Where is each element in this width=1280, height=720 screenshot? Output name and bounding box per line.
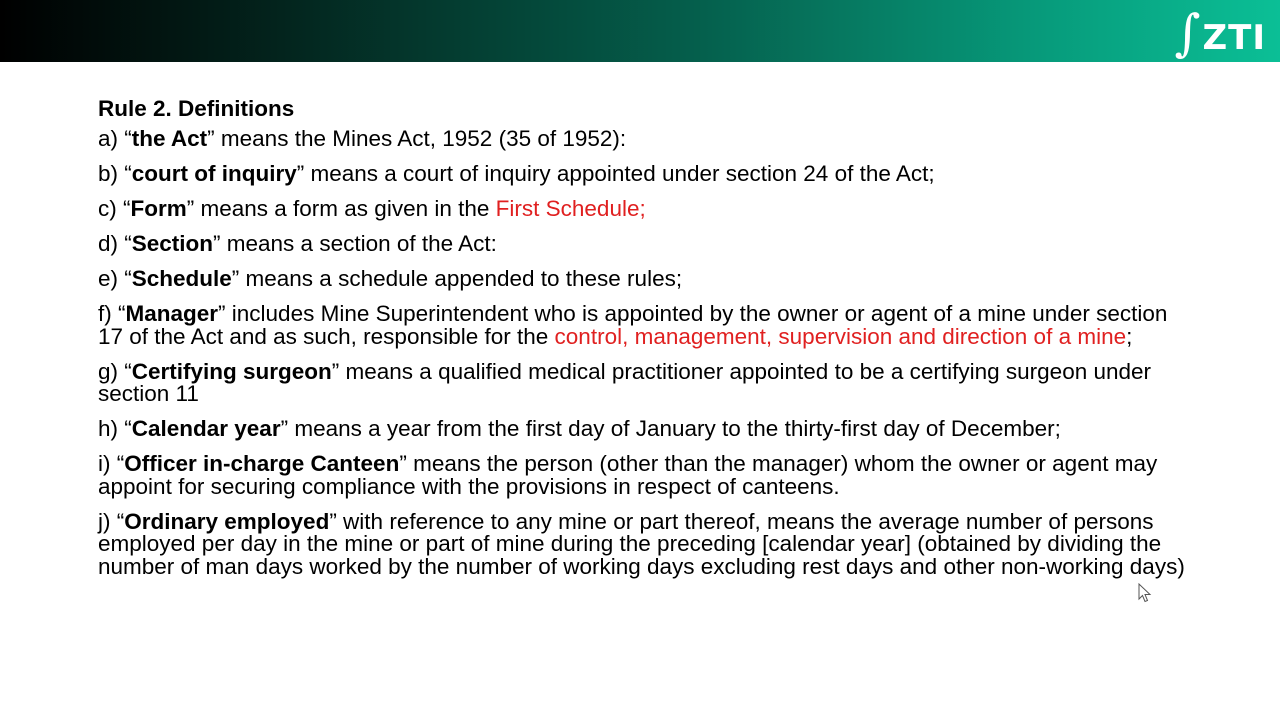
definition-item-b [98,163,1188,186]
definition-text: ” means a schedule appended to these rules; [231,266,683,291]
definition-prefix: b) “ [98,161,132,186]
definition-prefix: c) “ [98,196,131,221]
slide-title: Rule 2. Definitions [98,96,295,121]
definition-term: the Act [131,126,208,151]
definition-item-a [98,128,1188,151]
definition-term: Calendar year [131,416,281,441]
definition-prefix: h) “ [98,416,132,441]
definition-prefix: i) “ [98,451,125,476]
definition-item-h [98,418,1188,441]
definition-prefix: a) “ [98,126,132,151]
definition-text: ” with reference to any mine or part thereof, means the average number of persons employed per day in the mine or part of mine during the preceding [calendar year] (obtained by dividing the number of man days worked by the number of working days excluding rest days and other non-working days) [98,508,1185,579]
definition-prefix: g) “ [98,358,132,384]
definition-item-c [98,198,1188,221]
mouse-pointer-icon [1138,583,1152,603]
definition-prefix: j) “ [98,508,125,534]
definition-prefix: d) “ [98,231,132,256]
definition-item-g [98,358,1188,406]
definition-text: ” includes Mine Superintendent who is appointed by the owner or agent of a mine under section 17 of the Act and as such, responsible for the [98,301,1168,349]
definition-item-d [98,233,1188,256]
definition-text: ” means the Mines Act, 1952 (35 of 1952): [207,126,627,151]
definition-prefix: e) “ [98,266,132,291]
definition-term: court of inquiry [131,161,297,186]
definitions-slide [98,94,1188,591]
definition-prefix: f) “ [98,301,126,326]
definition-term: Officer in-charge Canteen [124,451,400,476]
definition-text: ” means a section of the Act: [213,231,497,256]
definition-item-f [98,303,1188,348]
definition-text: ” means a form as given in the [186,196,496,221]
definition-term: Ordinary employed [124,508,330,534]
definition-text: ” means a qualified medical practitioner appointed to be a certifying surgeon under section 11 [98,358,1152,406]
definition-text: ” means the person (other than the manager) whom the owner or agent may appoint for securing compliance with the provisions in respect of canteens. [98,451,1158,499]
logo-integral-symbol: ∫ [1174,4,1201,62]
definition-term: Schedule [131,266,232,291]
zti-logo [1174,4,1266,62]
header-bar [0,0,1280,62]
definition-suffix: ; [1126,323,1133,349]
definition-text: ” means a year from the first day of January to the thirty-first day of December; [280,416,1061,441]
definition-term: Form [130,196,187,221]
definition-highlight: First Schedule; [495,196,646,221]
definition-item-e [98,268,1188,291]
definition-term: Certifying surgeon [131,358,332,384]
definition-highlight: control, management, supervision and direction of a mine [554,323,1127,349]
definition-term: Manager [125,301,219,326]
definition-item-j [98,508,1188,579]
definition-text: ” means a court of inquiry appointed under section 24 of the Act; [296,161,935,186]
definition-item-i [98,453,1188,498]
definition-term: Section [131,231,214,256]
logo-text: ZTI [1202,18,1266,58]
